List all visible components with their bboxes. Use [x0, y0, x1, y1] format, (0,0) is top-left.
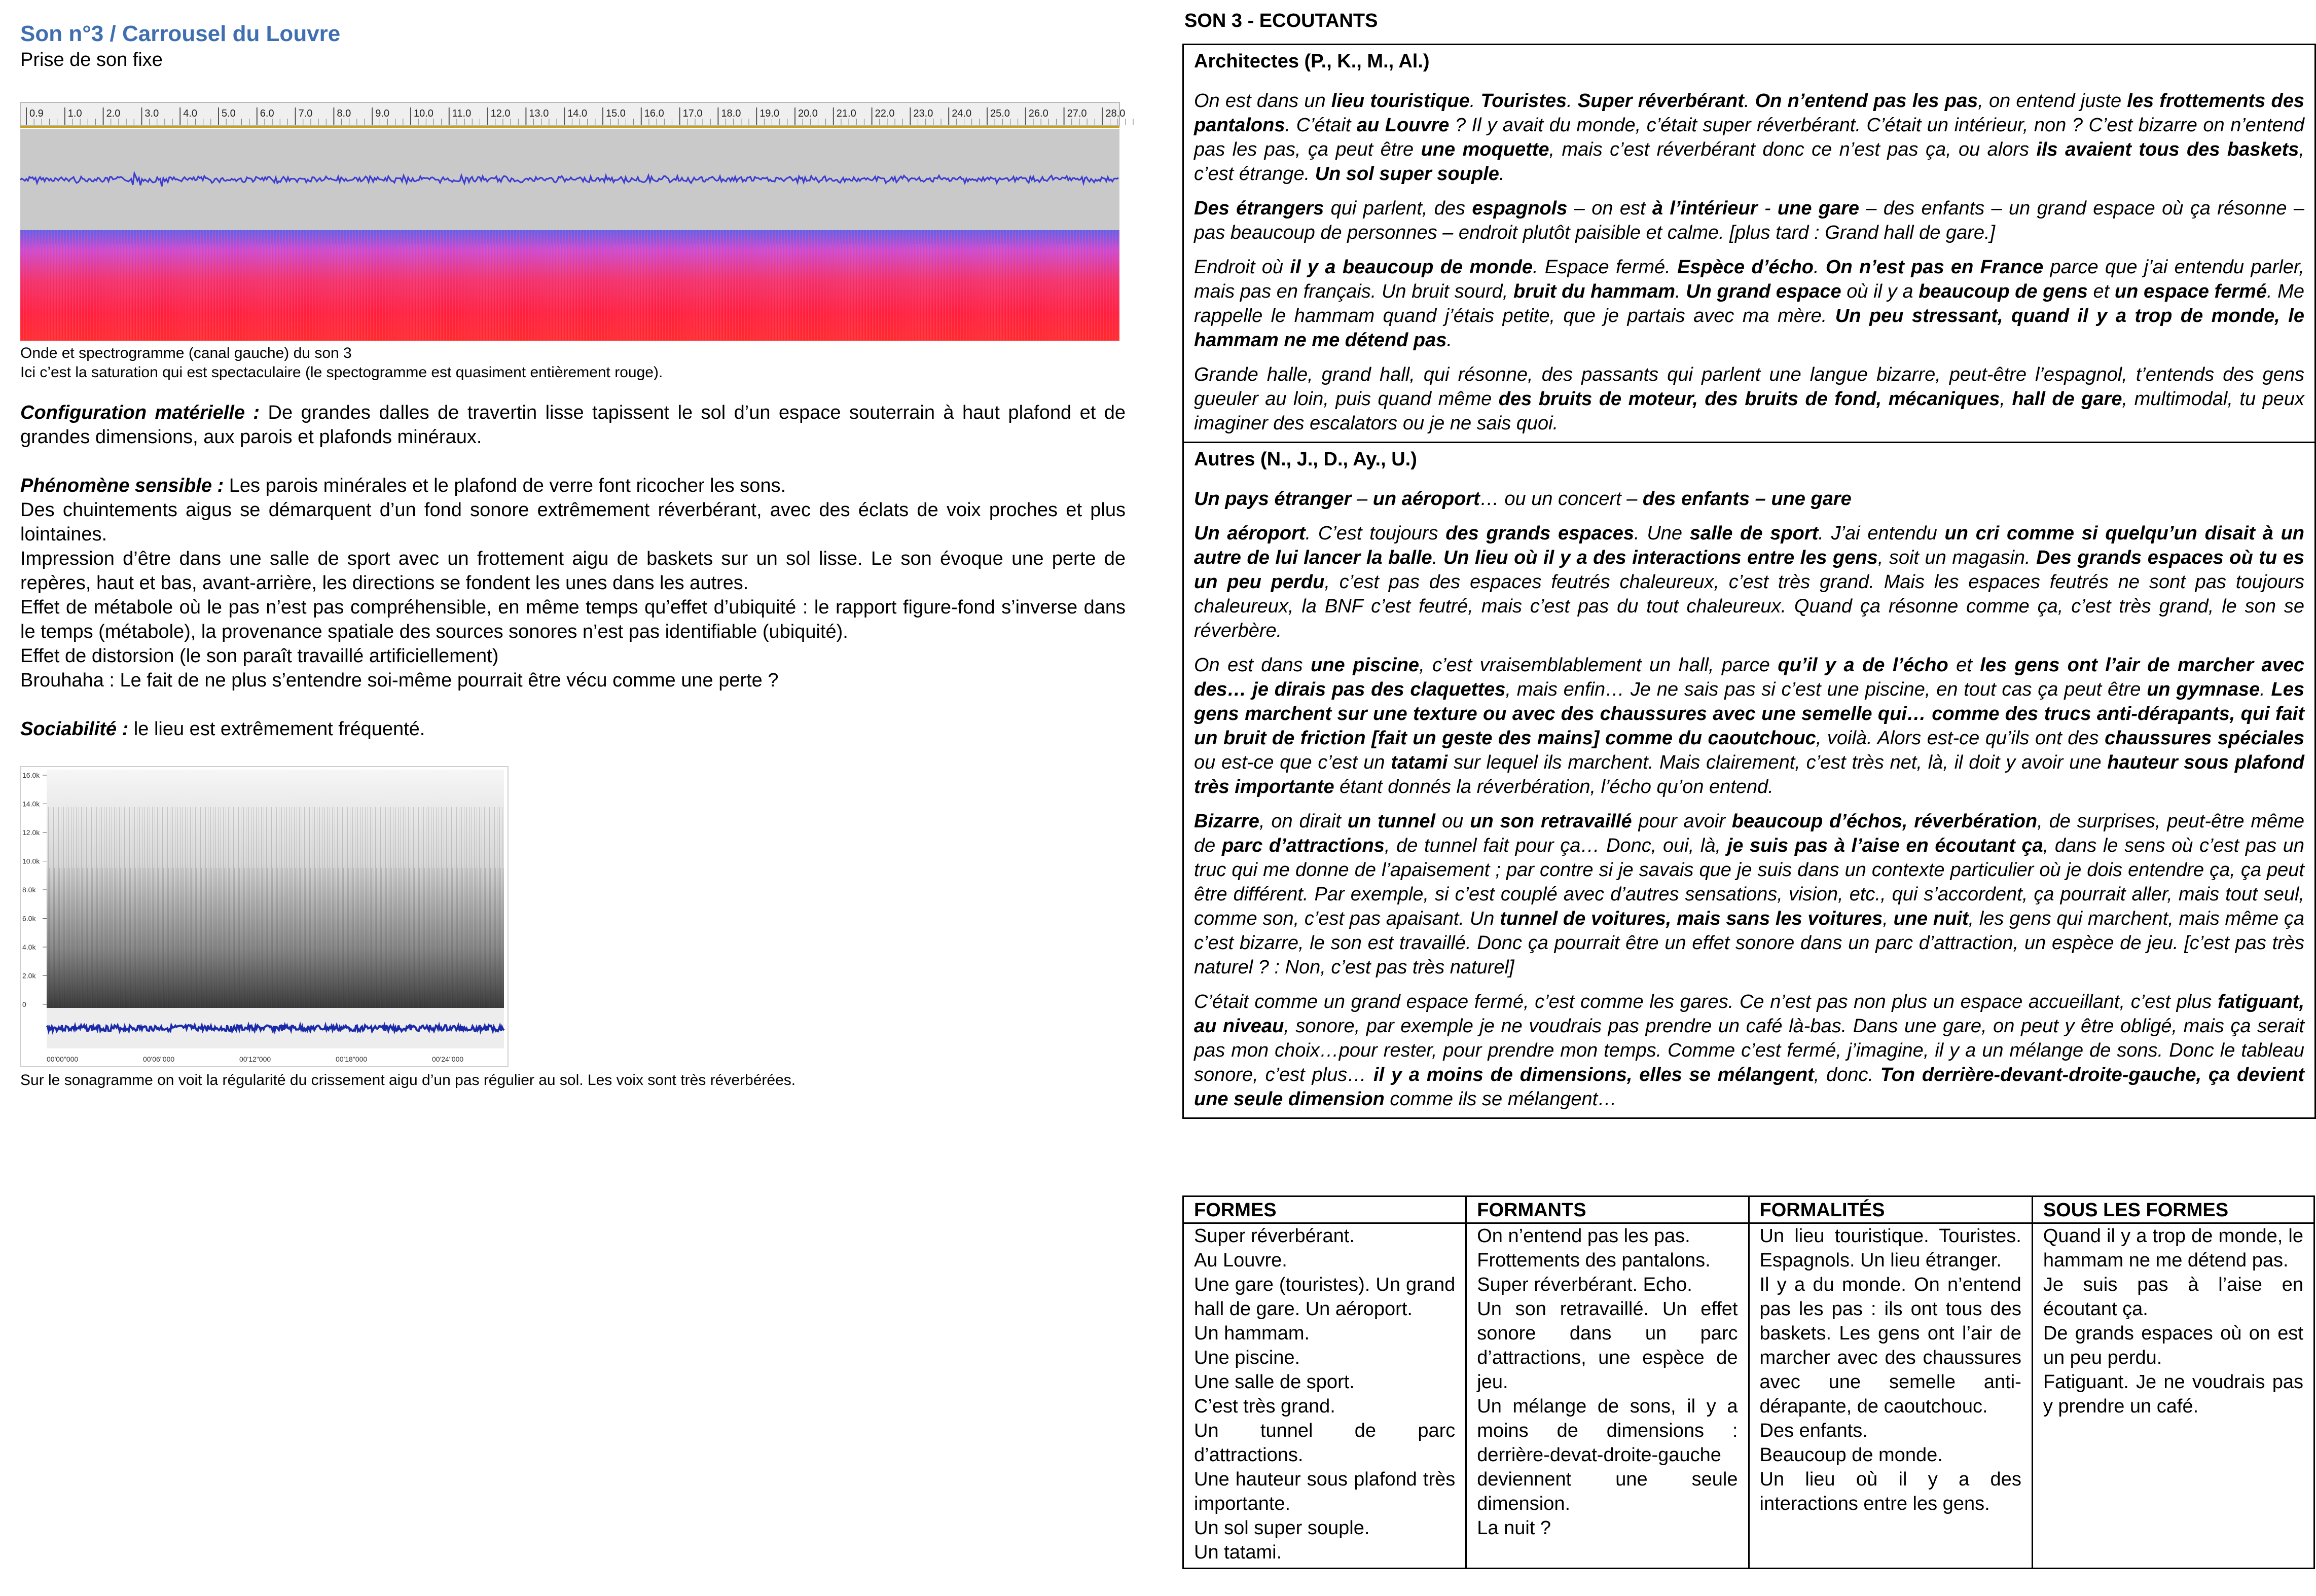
quote-emphasis: beaucoup de gens [1919, 281, 2088, 302]
table-cell-formes [1183, 1223, 1466, 1569]
listener-quote [1194, 990, 2304, 1111]
ruler-tick-label: 13.0 [529, 108, 549, 119]
left-column [20, 20, 1126, 1090]
ruler-tick-label: 26.0 [1028, 108, 1048, 119]
quote-text: sur lequel ils marchent. Mais clairement, c’est très net, là, il doit y avoir une [1448, 752, 2108, 773]
ruler-tick-label: 3.0 [144, 108, 159, 119]
quote-emphasis: il y a beaucoup de monde [1290, 257, 1533, 278]
waveform-spectrogram-figure [20, 102, 1126, 341]
ruler-tick-label: 1.0 [67, 108, 82, 119]
forms-table [1182, 1195, 2315, 1569]
quote-emphasis: il y a moins de dimensions, elles se mélangent [1373, 1064, 1814, 1085]
quote-text: ? Il y avait du monde, c’était super réverbérant. C’était un intérieur, non ? C’est bizarre on n’entend pas les pas, ça peut être [1194, 115, 2304, 160]
quote-text: , de surprises, peut-être même de [1194, 811, 2304, 856]
quote-emphasis: lieu touristique [1331, 90, 1470, 112]
table-cell-item: Un sol super souple. [1194, 1517, 1370, 1539]
quote-text: . [1499, 163, 1505, 185]
quote-emphasis: une moquette [1421, 139, 1549, 160]
quote-text: . [1744, 90, 1755, 112]
quote-text: On est dans un [1194, 90, 1331, 112]
pheno-line: Des chuintements aigus se démarquent d’un fond sonore extrêmement réverbérant, avec des éclats de voix proches et plus lointaines. [20, 499, 1126, 545]
quote-emphasis: Les gens marchent sur une texture ou avec des chaussures avec une semelle qui… comme des trucs anti-dérapants, qui fait un bruit de friction [fait un geste des mains] comme du caoutchouc [1194, 679, 2304, 749]
quote-text: , on dirait [1259, 811, 1348, 832]
table-cell-item: Un hammam. [1194, 1323, 1310, 1344]
quote-text: , on entend juste [1978, 90, 2127, 112]
sonagram-y-tick-label: 16.0k [22, 771, 40, 779]
quote-emphasis: Touristes [1480, 90, 1567, 112]
quote-text: … ou un concert – [1479, 488, 1643, 510]
table-cell-item: Un tatami. [1194, 1542, 1282, 1563]
ruler-tick-label: 4.0 [183, 108, 198, 119]
quote-emphasis: qu’il y a de l’écho [1778, 655, 1948, 676]
quote-text: – des enfants – un grand espace où ça résonne – pas beaucoup de personnes – endroit plutôt paisible et calme. [plus tard : Grand hall de gare.] [1194, 198, 2304, 243]
sonagram-figure [20, 767, 508, 1067]
table-header-formalites: FORMALITÉS [1749, 1196, 2032, 1223]
sonagram-y-tick-label: 12.0k [22, 828, 40, 837]
quote-emphasis: Des étrangers [1194, 198, 1324, 219]
pheno-label: Phénomène sensible : [20, 475, 224, 496]
table-cell-sous-les-formes [2032, 1223, 2314, 1569]
figure1-note: Ici c’est la saturation qui est spectaculaire (le spectogramme est quasiment entièrement rouge). [20, 364, 663, 381]
ruler-tick-label: 21.0 [836, 108, 856, 119]
table-cell-item: Quand il y a trop de monde, le hammam ne me détend pas. [2043, 1225, 2303, 1271]
quote-text: , [1883, 908, 1894, 929]
quote-emphasis: un cri comme si quelqu’un disait à un autre de lui lancer la balle [1194, 523, 2304, 568]
ruler-tick-label: 12.0 [490, 108, 511, 119]
quote-emphasis: tunnel de voitures, mais sans les voitures [1500, 908, 1883, 929]
quote-emphasis: une gare [1777, 198, 1860, 219]
table-cell-item: Un tunnel de parc d’attractions. [1194, 1420, 1456, 1466]
quote-text: Endroit où [1194, 257, 1290, 278]
listener-quote [1194, 653, 2304, 799]
sonagram-y-tick-label: 0 [22, 1000, 26, 1008]
quote-text: . C’était [1285, 115, 1357, 136]
quote-emphasis: beaucoup d’échos, réverbération [1731, 811, 2038, 832]
quote-emphasis: hauteur sous plafond très importante [1194, 752, 2304, 797]
table-cell-item: Super réverbérant. [1194, 1225, 1355, 1247]
table-cell-item: Un son retravaillé. Un effet sonore dans un parc d’attractions, une espèce de jeu. [1477, 1298, 1738, 1393]
listener-quote [1194, 521, 2304, 643]
config-text: De grandes dalles de travertin lisse tapissent le sol d’un espace souterrain à haut plafond et de grandes dimensions, aux parois et plafonds minéraux. [20, 402, 1126, 448]
table-cell-item: Super réverbérant. Echo. [1477, 1274, 1692, 1295]
quote-text: où il y a [1841, 281, 1919, 302]
quote-emphasis: Espèce d’écho [1677, 257, 1814, 278]
quote-text: . [1813, 257, 1826, 278]
quote-emphasis: bruit du hammam [1513, 281, 1675, 302]
quote-emphasis: Bizarre [1194, 811, 1259, 832]
ruler-tick-label: 18.0 [721, 108, 741, 119]
table-header-formes: FORMES [1183, 1196, 1466, 1223]
ruler-tick-label: 11.0 [452, 108, 472, 119]
quote-text: pour avoir [1632, 811, 1732, 832]
quote-text: . [1446, 330, 1452, 351]
quote-text: , sonore, par exemple je ne voudrais pas prendre un café là-bas. Dans une gare, on peut y être obligé, mais ça serait pas mon choix…pour rester, pour prendre mon temps. Comme c’est fermé, j’imagine, il y a un mélange de sons. Donc le tableau sonore, c’est plus… [1194, 1015, 2304, 1085]
quote-text: , mais c’est réverbérant donc ce n’est pas ça, ou alors [1549, 139, 2037, 160]
quote-text: , [2000, 388, 2012, 410]
table-cell-item: Beaucoup de monde. [1759, 1444, 1943, 1466]
quote-emphasis: une piscine [1311, 655, 1420, 676]
listener-quote [1194, 809, 2304, 980]
quote-emphasis: tatami [1391, 752, 1448, 773]
quote-text: . [1675, 281, 1686, 302]
sonagram-y-tick-label: 4.0k [22, 943, 36, 951]
sonagram-y-tick-label: 2.0k [22, 971, 36, 980]
quote-emphasis: des enfants – une gare [1642, 488, 1852, 510]
section-title: SON 3 - ECOUTANTS [1184, 10, 1378, 31]
right-column [1182, 5, 2316, 1119]
quote-text: . [1567, 90, 1578, 112]
quote-text: ou [1435, 811, 1470, 832]
quote-text: . [1469, 90, 1481, 112]
table-cell-item: Une piscine. [1194, 1347, 1300, 1368]
quote-emphasis: chaussures spéciales [2105, 728, 2304, 749]
ruler-tick-label: 15.0 [606, 108, 626, 119]
listener-quote [1194, 196, 2304, 245]
table-header-row [1183, 1196, 2314, 1223]
config-paragraph [20, 401, 1126, 449]
quote-text: On est dans [1194, 655, 1311, 676]
sonagram-x-tick-label: 00'06"000 [143, 1055, 175, 1063]
quote-emphasis: hall de gare [2012, 388, 2122, 410]
pheno-paragraph [20, 474, 1126, 498]
quote-text: , voilà. Alors est-ce qu’ils ont des [1816, 728, 2105, 749]
listener-quote [1194, 255, 2304, 352]
quote-text: étant donnés la réverbération, l’écho qu’on entend. [1334, 776, 1774, 797]
table-cell-item: Un mélange de sons, il y a moins de dimensions : derrière-devat-droite-gauche deviennent une seule dimension. [1477, 1396, 1738, 1514]
quote-emphasis: un son retravaillé [1470, 811, 1632, 832]
quote-text: , multimodal, tu peux imaginer des escalators ou je ne sais quoi. [1194, 388, 2304, 434]
pheno-line: Brouhaha : Le fait de ne plus s’entendre soi-même pourrait être vécu comme une perte ? [20, 670, 779, 691]
quote-emphasis: Super réverbérant [1577, 90, 1744, 112]
quote-emphasis: fatiguant, au niveau [1194, 991, 2304, 1037]
quote-emphasis: au Louvre [1356, 115, 1450, 136]
ruler-tick-label: 27.0 [1067, 108, 1087, 119]
pheno-text: Les parois minérales et le plafond de verre font ricocher les sons. [224, 475, 786, 496]
quote-text: - [1757, 198, 1778, 219]
quote-text: et [1948, 655, 1980, 676]
quote-text: qui parlent, des [1324, 198, 1472, 219]
table-cell-item: C’est très grand. [1194, 1396, 1335, 1417]
ruler-tick-label: 0.9 [29, 108, 44, 119]
table-cell-item: Une hauteur sous plafond très importante. [1194, 1469, 1456, 1514]
quote-text: , mais enfin… Je ne sais pas si c’est une piscine, en tout cas ça peut être [1505, 679, 2147, 700]
quote-emphasis: salle de sport [1689, 523, 1819, 544]
ruler-tick-label: 6.0 [260, 108, 274, 119]
table-cell-item: Fatiguant. Je ne voudrais pas y prendre un café. [2043, 1371, 2303, 1417]
quote-emphasis: On n’entend pas les pas [1755, 90, 1978, 112]
quote-text: comme ils se mélangent… [1384, 1089, 1617, 1110]
table-row [1183, 1223, 2314, 1569]
quote-text: et [2087, 281, 2115, 302]
quote-emphasis: Un peu stressant, quand il y a trop de monde, le hammam ne me détend pas [1194, 305, 2304, 351]
document-title: Son n°3 / Carrousel du Louvre [20, 21, 341, 46]
table-cell-item: Une salle de sport. [1194, 1371, 1355, 1393]
listener-group-heading: Architectes (P., K., M., Al.) [1194, 51, 1430, 72]
quote-emphasis: parc d’attractions [1221, 835, 1385, 856]
sonagram-y-tick-label: 8.0k [22, 886, 36, 894]
quote-text: – [1351, 488, 1373, 510]
quote-emphasis: Un aéroport [1194, 523, 1306, 544]
quote-emphasis: On n’est pas en France [1825, 257, 2044, 278]
quote-emphasis: une nuit [1893, 908, 1969, 929]
table-cell-item: Un lieu où il y a des interactions entre les gens. [1759, 1469, 2021, 1514]
pheno-line: Impression d’être dans une salle de sport avec un frottement aigu de baskets sur un sol lisse. Le son évoque une perte de repères, haut et bas, avant-arrière, les directions se fondent les unes dans les autres. [20, 548, 1126, 594]
listener-group-heading: Autres (N., J., D., Ay., U.) [1194, 449, 1417, 470]
ruler-tick-label: 19.0 [759, 108, 780, 119]
table-header-sous-les-formes: SOUS LES FORMES [2032, 1196, 2314, 1223]
table-cell-item: Au Louvre. [1194, 1250, 1287, 1271]
listeners-quotes-box [1182, 44, 2316, 1119]
table-header-formants: FORMANTS [1466, 1196, 1749, 1223]
ruler-tick-label: 22.0 [875, 108, 895, 119]
listener-quote [1194, 487, 2304, 511]
table-cell-item: Une gare (touristes). Un grand hall de gare. Un aéroport. [1194, 1274, 1456, 1320]
quote-emphasis: Un pays étranger [1194, 488, 1352, 510]
quote-emphasis: à l’intérieur [1652, 198, 1758, 219]
quote-text: . C’est toujours [1305, 523, 1446, 544]
sonagram-x-tick-label: 00'24"000 [432, 1055, 464, 1063]
ruler-tick-label: 24.0 [952, 108, 972, 119]
waveform-spectrogram-image [20, 102, 1126, 341]
quote-text: – on est [1567, 198, 1652, 219]
sonagram-x-tick-label: 00'12"000 [239, 1055, 271, 1063]
table-cell-item: Un lieu touristique. Touristes. Espagnols. Un lieu étranger. [1759, 1225, 2021, 1271]
quote-emphasis: Ton derrière-devant-droite-gauche, ça devient une seule dimension [1194, 1064, 2304, 1110]
quote-text: . [1432, 547, 1443, 568]
ruler-tick-label: 28.0 [1105, 108, 1126, 119]
sonagram-y-tick-label: 14.0k [22, 800, 40, 808]
quote-emphasis: je suis pas à l’aise en écoutant ça [1727, 835, 2043, 856]
listener-quote [1194, 362, 2304, 436]
quote-emphasis: des bruits de moteur, des bruits de fond, mécaniques [1498, 388, 2000, 410]
quote-text: , les gens qui marchent, mais même ça c’est bizarre, le son est travaillé. Donc ça pourrait être un effet sonore dans un parc d’attraction, un espèce de jeu. [c’est pas très naturel ? : Non, c’est pas très naturel] [1194, 908, 2304, 978]
quote-emphasis: les gens ont l’air de marcher avec des… je dirais pas des claquettes [1194, 655, 2304, 700]
quote-emphasis: un tunnel [1347, 811, 1436, 832]
quote-emphasis: Un grand espace [1686, 281, 1841, 302]
ruler-tick-label: 7.0 [298, 108, 313, 119]
ruler-tick-label: 16.0 [644, 108, 664, 119]
sonagram-y-tick-label: 10.0k [22, 857, 40, 865]
social-label: Sociabilité : [20, 718, 129, 740]
config-label: Configuration matérielle : [20, 402, 260, 423]
quote-text: . Espace fermé. [1532, 257, 1678, 278]
quote-emphasis: ils avaient tous des baskets [2036, 139, 2299, 160]
document-subtitle: Prise de son fixe [20, 49, 163, 70]
social-paragraph [20, 717, 1126, 741]
ruler-tick-label: 20.0 [798, 108, 818, 119]
quote-text: , de tunnel fait pour ça… Donc, oui, là, [1384, 835, 1727, 856]
table-cell-item: Il y a du monde. On n’entend pas les pas : ils ont tous des baskets. Les gens ont l’air de marcher avec des chaussures avec une semelle anti-dérapante, de caoutchouc. [1759, 1274, 2021, 1417]
ruler-tick-label: 23.0 [913, 108, 933, 119]
ruler-tick-label: 25.0 [990, 108, 1010, 119]
quote-text: , c’est pas des espaces feutrés chaleureux, c’est très grand. Mais les espaces feutrés ne sont pas toujours chaleureux, la BNF c’est feutré, mais c’est pas du tout chaleureux. Quand ça résonne comme ça, c’est très grand, le son se réverbère. [1194, 571, 2304, 641]
quote-text: C’était comme un grand espace fermé, c’est comme les gares. Ce n’est pas non plus un espace accueillant, c’est plus [1194, 991, 2218, 1012]
table-cell-item: On n’entend pas les pas. [1477, 1225, 1690, 1247]
quote-emphasis: des grands espaces [1445, 523, 1634, 544]
quote-emphasis: un gymnase [2147, 679, 2260, 700]
quote-text: . J’ai entendu [1818, 523, 1945, 544]
ruler-tick-label: 2.0 [106, 108, 121, 119]
quote-text: , dans le sens où c’est pas un truc qui me donne de l’apaisement ; par contre si je savais que je suis dans un contexte particulier où je dois entendre ça, ça peut être différent. Par exemple, si c’est couplé avec d’autres sensations, vision, etc., qui s’accordent, ça pourrait aller, mais tout seul, comme son, c’est pas apaisant. Un [1194, 835, 2305, 929]
quote-text: . Une [1634, 523, 1690, 544]
quote-text: . [2260, 679, 2271, 700]
ruler-tick-label: 17.0 [682, 108, 703, 119]
quote-text: , c’est vraisemblablement un hall, parce [1419, 655, 1778, 676]
ruler-tick-label: 14.0 [567, 108, 588, 119]
quote-emphasis: Des grands espaces où tu es un peu perdu [1194, 547, 2304, 593]
pheno-line: Effet de métabole où le pas n’est pas compréhensible, en même temps qu’effet d’ubiquité : le rapport figure-fond s’inverse dans le temps (métabole), la provenance spatiale des sources sonores n’est pas identifiable (ubiquité). [20, 597, 1126, 642]
sonagram-image [20, 767, 508, 1067]
ruler-tick-label: 9.0 [375, 108, 390, 119]
sonagram-y-tick-label: 6.0k [22, 914, 36, 923]
table-cell-formants [1466, 1223, 1749, 1569]
figure2-caption: Sur le sonagramme on voit la régularité du crissement aigu d’un pas régulier au sol. Les voix sont très réverbérées. [20, 1072, 796, 1089]
quote-text: Grande halle, grand hall, qui résonne, des passants qui parlent une langue bizarre, peut-être l’espagnol, t’entends des gens gueuler au loin, puis quand même [1194, 364, 2304, 410]
listener-quote [1194, 89, 2304, 186]
quote-emphasis: un espace fermé [2114, 281, 2267, 302]
figure1-caption: Onde et spectrogramme (canal gauche) du son 3 [20, 345, 352, 361]
quote-text: . Me rappelle le hammam quand j’étais petite, que je partais avec ma mère. [1194, 281, 2304, 327]
ruler-tick-label: 10.0 [414, 108, 433, 119]
ruler-tick-label: 8.0 [337, 108, 351, 119]
quote-emphasis: espagnols [1472, 198, 1568, 219]
quote-text: parce que j’ai entendu parler, mais pas en français. Un bruit sourd, [1194, 257, 2304, 302]
pheno-line: Effet de distorsion (le son paraît travaillé artificiellement) [20, 645, 499, 667]
quote-text: , c’est étrange. [1194, 139, 2304, 185]
quote-text: , soit un magasin. [1877, 547, 2037, 568]
quote-emphasis: les frottements des pantalons [1194, 90, 2304, 136]
table-cell-formalites [1749, 1223, 2032, 1569]
table-cell-item: Des enfants. [1759, 1420, 1868, 1441]
table-cell-item: Je suis pas à l’aise en écoutant ça. [2043, 1274, 2303, 1320]
table-cell-item: La nuit ? [1477, 1517, 1551, 1539]
sonagram-x-tick-label: 00'18"000 [336, 1055, 368, 1063]
ruler-tick-label: 5.0 [222, 108, 236, 119]
quote-emphasis: un aéroport [1372, 488, 1480, 510]
table-cell-item: De grands espaces où on est un peu perdu. [2043, 1323, 2303, 1368]
quote-emphasis: Un lieu où il y a des interactions entre les gens [1443, 547, 1878, 568]
social-text: le lieu est extrêmement fréquenté. [128, 718, 425, 740]
quote-text: ou est-ce que c’est un [1194, 752, 1391, 773]
quote-emphasis: Un sol super souple [1315, 163, 1499, 185]
table-cell-item: Frottements des pantalons. [1477, 1250, 1711, 1271]
quote-text: , donc. [1814, 1064, 1880, 1085]
sonagram-x-tick-label: 00'00"000 [47, 1055, 79, 1063]
